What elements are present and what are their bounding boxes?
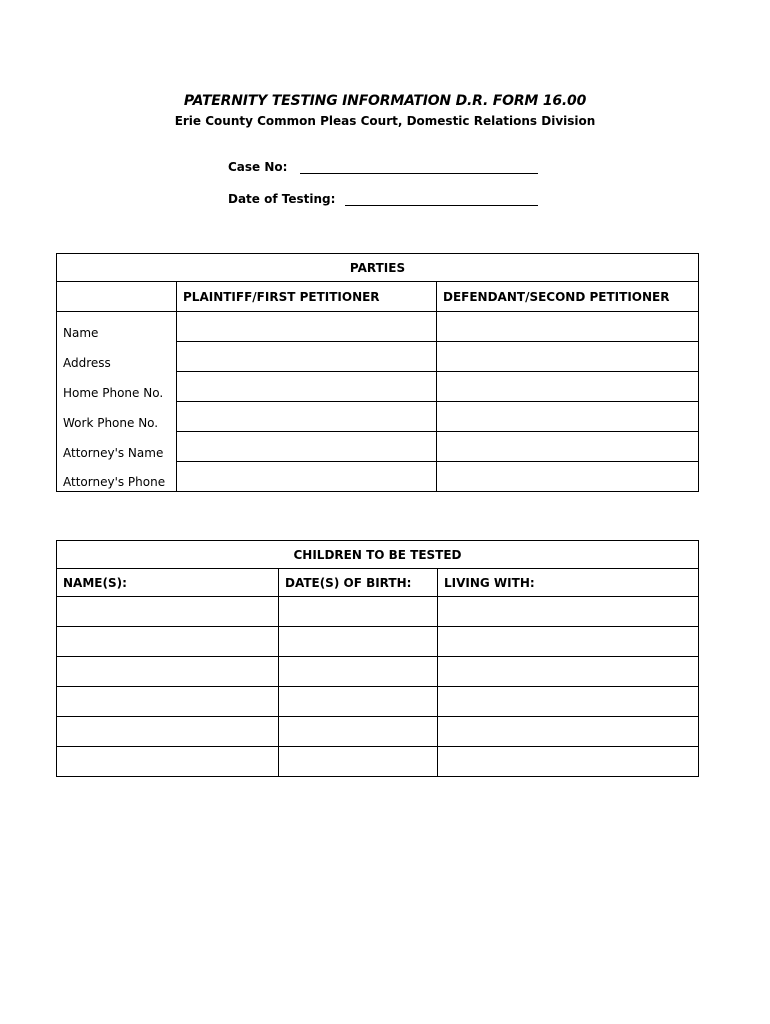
defendant-name-cell[interactable] — [437, 312, 699, 342]
children-heading: CHILDREN TO BE TESTED — [57, 541, 699, 569]
children-table — [56, 540, 699, 777]
child-name-cell[interactable] — [57, 717, 279, 747]
plaintiff-attorney-name-cell[interactable] — [177, 432, 437, 462]
date-of-testing-field[interactable] — [345, 205, 538, 206]
plaintiff-name-cell[interactable] — [177, 312, 437, 342]
dob-column-header: DATE(S) OF BIRTH: — [279, 569, 438, 597]
table-row — [57, 657, 699, 687]
row-label-attorney-name: Attorney's Name — [57, 432, 177, 462]
child-living-with-cell[interactable] — [438, 687, 699, 717]
child-dob-cell[interactable] — [279, 717, 438, 747]
child-dob-cell[interactable] — [279, 687, 438, 717]
row-label-work-phone: Work Phone No. — [57, 402, 177, 432]
form-title: PATERNITY TESTING INFORMATION D.R. FORM 16.00 — [183, 93, 587, 109]
defendant-column-header: DEFENDANT/SECOND PETITIONER — [437, 282, 699, 312]
child-living-with-cell[interactable] — [438, 597, 699, 627]
child-living-with-cell[interactable] — [438, 717, 699, 747]
plaintiff-column-header: PLAINTIFF/FIRST PETITIONER — [177, 282, 437, 312]
child-living-with-cell[interactable] — [438, 747, 699, 777]
child-name-cell[interactable] — [57, 657, 279, 687]
plaintiff-work-phone-cell[interactable] — [177, 402, 437, 432]
parties-corner-cell — [57, 282, 177, 312]
table-row — [57, 717, 699, 747]
table-row — [57, 597, 699, 627]
child-dob-cell[interactable] — [279, 627, 438, 657]
row-label-address: Address — [57, 342, 177, 372]
plaintiff-address-cell[interactable] — [177, 342, 437, 372]
child-dob-cell[interactable] — [279, 597, 438, 627]
row-label-home-phone: Home Phone No. — [57, 372, 177, 402]
child-dob-cell[interactable] — [279, 657, 438, 687]
child-living-with-cell[interactable] — [438, 627, 699, 657]
child-living-with-cell[interactable] — [438, 657, 699, 687]
date-of-testing-label: Date of Testing: — [228, 192, 336, 206]
defendant-work-phone-cell[interactable] — [437, 402, 699, 432]
child-name-cell[interactable] — [57, 597, 279, 627]
child-name-cell[interactable] — [57, 627, 279, 657]
defendant-attorney-name-cell[interactable] — [437, 432, 699, 462]
living-with-column-header: LIVING WITH: — [438, 569, 699, 597]
child-name-cell[interactable] — [57, 747, 279, 777]
form-subtitle: Erie County Common Pleas Court, Domestic Relations Division — [174, 114, 596, 128]
row-label-name: Name — [57, 312, 177, 342]
table-row — [57, 747, 699, 777]
names-column-header: NAME(S): — [57, 569, 279, 597]
parties-heading: PARTIES — [57, 254, 699, 282]
table-row — [57, 627, 699, 657]
defendant-home-phone-cell[interactable] — [437, 372, 699, 402]
parties-table — [56, 253, 699, 492]
plaintiff-home-phone-cell[interactable] — [177, 372, 437, 402]
case-no-label: Case No: — [228, 160, 288, 174]
defendant-attorney-phone-cell[interactable] — [437, 462, 699, 492]
case-no-field[interactable] — [300, 173, 538, 174]
table-row — [57, 687, 699, 717]
child-name-cell[interactable] — [57, 687, 279, 717]
child-dob-cell[interactable] — [279, 747, 438, 777]
defendant-address-cell[interactable] — [437, 342, 699, 372]
row-label-attorney-phone: Attorney's Phone — [57, 462, 177, 492]
plaintiff-attorney-phone-cell[interactable] — [177, 462, 437, 492]
